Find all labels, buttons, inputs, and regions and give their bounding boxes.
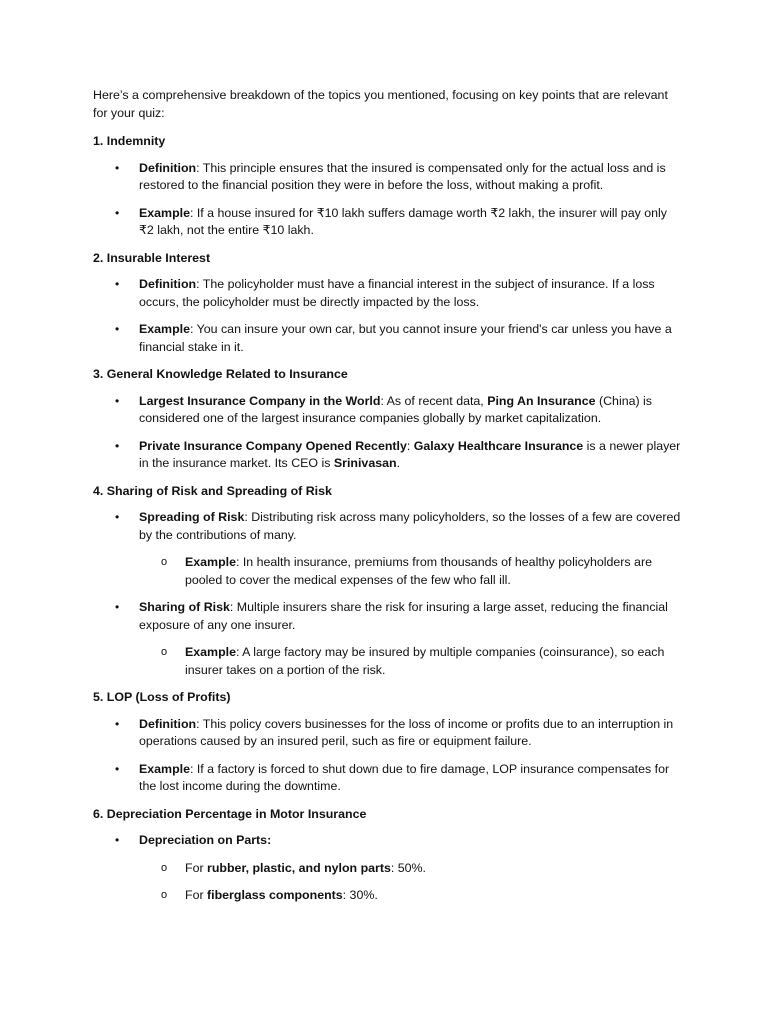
body-text: : Distributing risk across many policyholders, so the losses of a few are covered by the contributions of many. <box>139 510 681 542</box>
section-heading: 4. Sharing of Risk and Spreading of Risk <box>93 483 332 498</box>
bold-text: Galaxy Healthcare Insurance <box>413 438 584 453</box>
body-text: : As of recent data, <box>380 393 488 408</box>
body-text: . <box>396 456 401 470</box>
bullet-text <box>139 833 271 847</box>
bullet-icon: • <box>115 716 120 731</box>
bold-text: rubber, plastic, and nylon parts <box>207 860 391 875</box>
bullet-icon: • <box>115 205 120 220</box>
body-text: For <box>185 860 208 875</box>
bullet-list <box>93 832 683 905</box>
bullet-item <box>93 321 683 356</box>
bullet-icon: • <box>115 510 120 524</box>
document-section <box>93 133 683 240</box>
bullet-icon: • <box>115 277 120 291</box>
body-text: : If a house insured for ₹10 lakh suffers damage worth ₹2 lakh, the insurer will pay only ₹2 lakh, not the entire ₹10 lakh. <box>139 205 667 237</box>
bullet-text <box>139 439 680 471</box>
body-text: : If a factory is forced to shut down due to fire damage, LOP insurance compensates for the lost income during the downtime. <box>139 761 670 793</box>
bullet-text <box>139 600 668 632</box>
bullet-list <box>93 509 683 679</box>
bullet-icon: • <box>115 833 120 847</box>
bullet-item <box>93 716 683 751</box>
document-section <box>93 366 683 473</box>
document-section <box>93 806 683 905</box>
bullet-text <box>139 762 669 794</box>
body-text: : A large factory may be insured by multiple companies (coinsurance), so each insurer takes on a portion of the risk. <box>185 645 665 677</box>
bold-text: Depreciation on Parts <box>139 833 268 847</box>
body-text: : This principle ensures that the insured is compensated only for the actual loss and is restored to the financial position they were in before the loss, without making a profit. <box>139 160 666 192</box>
bullet-icon: • <box>115 322 120 336</box>
bullet-text <box>139 277 655 309</box>
hollow-bullet-icon: o <box>161 861 168 874</box>
section-heading: 3. General Knowledge Related to Insurance <box>93 367 348 381</box>
bold-text: Ping An Insurance <box>487 393 596 408</box>
bullet-text <box>139 322 672 354</box>
sub-bullet-item <box>139 887 683 905</box>
bold-text: Example <box>139 205 190 220</box>
document-section <box>93 689 683 796</box>
sub-bullet-item <box>139 860 683 878</box>
document-section <box>93 483 683 680</box>
hollow-bullet-icon: o <box>161 646 168 658</box>
bold-text: Example <box>185 555 236 569</box>
bullet-list <box>93 160 683 240</box>
body-text: (China) is considered one of the largest insurance companies globally by market capitalization. <box>139 393 652 425</box>
sub-bullet-list <box>139 554 683 589</box>
bullet-list <box>93 276 683 356</box>
sub-bullet-text <box>185 645 664 677</box>
body-text: : Multiple insurers share the risk for insuring a large asset, reducing the financial exposure of any one insurer. <box>139 600 668 632</box>
section-heading: 5. LOP (Loss of Profits) <box>93 690 231 704</box>
bullet-item <box>93 276 683 311</box>
bold-text: Definition <box>139 716 197 731</box>
body-text: : 50%. <box>390 860 427 875</box>
bold-text: fiberglass components <box>207 888 343 902</box>
bullet-text <box>139 161 666 193</box>
bold-text: Private Insurance Company Opened Recently <box>139 438 407 453</box>
sub-bullet-text <box>185 888 378 902</box>
document-page <box>93 87 683 915</box>
sub-bullet-item <box>139 644 683 679</box>
bold-text: Sharing of Risk <box>139 600 230 614</box>
sub-bullet-text <box>185 861 426 875</box>
bold-text: Spreading of Risk <box>139 510 245 524</box>
bold-text: Example <box>139 322 190 336</box>
bullet-icon: • <box>115 160 120 175</box>
bold-text: Definition <box>139 160 197 175</box>
bold-text: Definition <box>139 277 197 291</box>
bullet-text <box>139 394 652 426</box>
bullet-item <box>93 438 683 473</box>
bullet-text <box>139 510 680 542</box>
bullet-item <box>93 205 683 240</box>
body-text: : 30%. <box>342 888 378 902</box>
bullet-text <box>139 206 667 238</box>
body-text: : You can insure your own car, but you cannot insure your friend's car unless you have a financial stake in it. <box>139 322 672 354</box>
bullet-item <box>93 160 683 195</box>
body-text: For <box>185 888 208 902</box>
bullet-item <box>93 509 683 589</box>
sub-bullet-list <box>139 860 683 905</box>
section-heading: 6. Depreciation Percentage in Motor Insurance <box>93 806 367 821</box>
bullet-icon: • <box>115 761 120 776</box>
bullet-text <box>139 717 673 749</box>
body-text: : <box>406 438 414 453</box>
document-sections <box>93 133 683 905</box>
sub-bullet-list <box>139 644 683 679</box>
section-heading: 1. Indemnity <box>93 134 166 148</box>
bold-text: Largest Insurance Company in the World <box>139 393 381 408</box>
document-section <box>93 250 683 357</box>
bold-text: Example <box>185 645 236 659</box>
body-text: : In health insurance, premiums from thousands of healthy policyholders are pooled to cover the medical expenses of the few who fall ill. <box>185 555 652 587</box>
bold-text: Srinivasan <box>333 456 397 470</box>
body-text: : This policy covers businesses for the loss of income or profits due to an interruption in operations caused by an insured peril, such as fire or equipment failure. <box>139 716 674 748</box>
bullet-icon: • <box>115 600 120 614</box>
sub-bullet-text <box>185 555 652 587</box>
sub-bullet-item <box>139 554 683 589</box>
bullet-item <box>93 393 683 428</box>
bullet-list <box>93 716 683 796</box>
hollow-bullet-icon: o <box>161 889 168 901</box>
bullet-icon: • <box>115 438 120 453</box>
hollow-bullet-icon: o <box>161 556 168 568</box>
intro-paragraph: Here’s a comprehensive breakdown of the topics you mentioned, focusing on key points that are relevant for your quiz: <box>93 88 668 120</box>
body-text: : The policyholder must have a financial interest in the subject of insurance. If a loss occurs, the policyholder must be directly impacted by the loss. <box>139 277 655 309</box>
section-heading: 2. Insurable Interest <box>93 250 211 265</box>
bold-text: Example <box>139 761 190 776</box>
body-text: is a newer player in the insurance market. Its CEO is <box>139 438 681 470</box>
bullet-item <box>93 599 683 679</box>
bullet-icon: • <box>115 393 120 408</box>
bold-text: : <box>267 833 272 847</box>
bullet-item <box>93 832 683 905</box>
bullet-item <box>93 761 683 796</box>
bullet-list <box>93 393 683 473</box>
